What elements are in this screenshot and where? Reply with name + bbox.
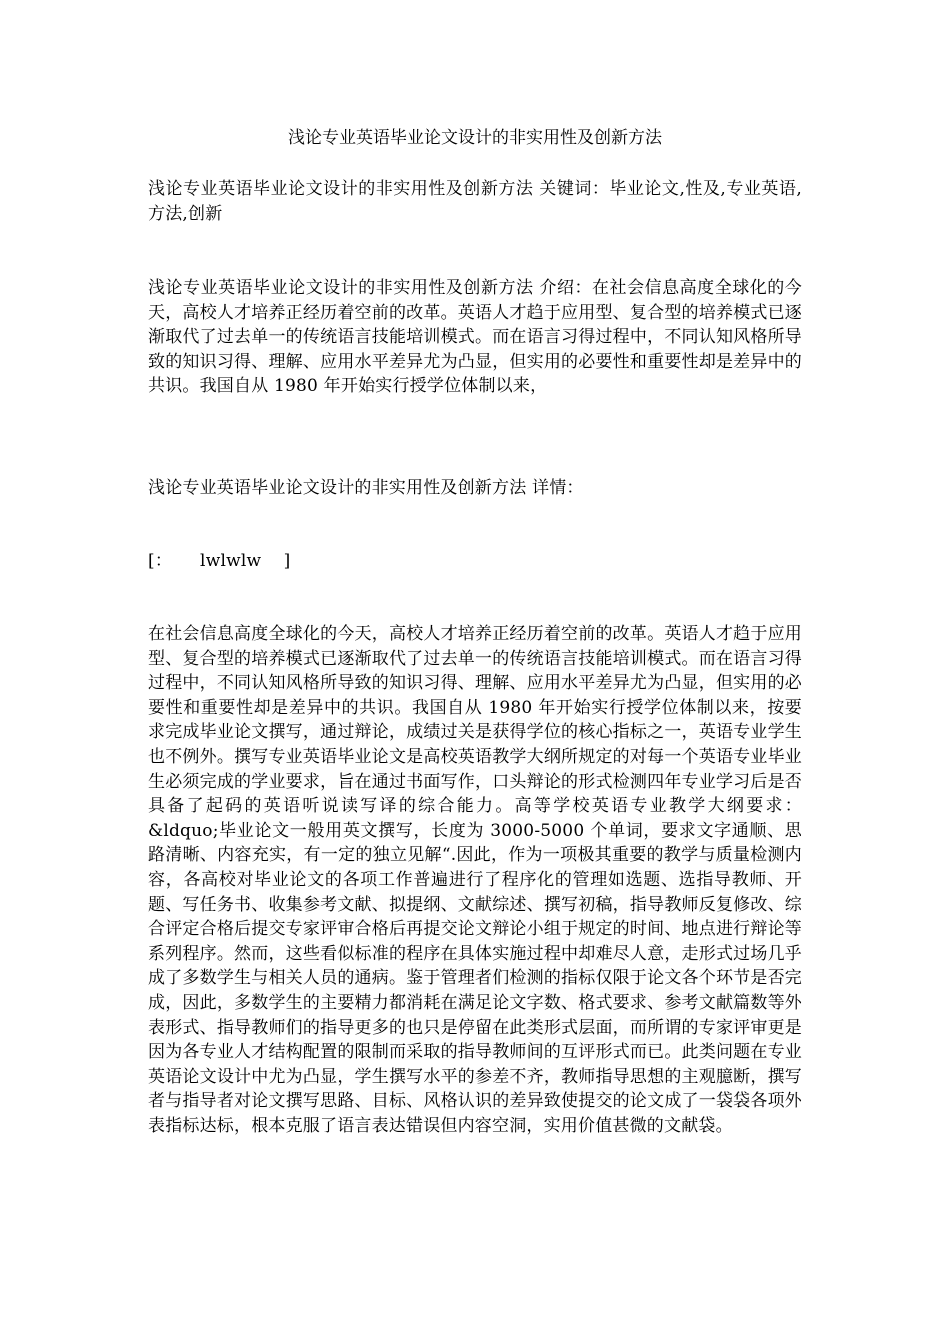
detail-heading: 浅论专业英语毕业论文设计的非实用性及创新方法 详情： [148, 478, 584, 498]
body-paragraph: 在社会信息高度全球化的今天，高校人才培养正经历着空前的改革。英语人才趋于应用型、复合型的培养模式已逐渐取代了过去单一的传统语言技能培训模式。而在语言习得过程中，不同认知风格所导致的知识习得、理解、应用水平差异尤为凸显，但实用的必要性和重要性却是差异中的共识。我国自从 1980 年开始实行授学位体制以来，按要求完成毕业论文撰写，通过辩论，成绩过关是获得学位的核心指标之一，英语专业学生也不例外。撰写专业英语毕业论文是高校英语教学大纲所规定的对每一个英语专业毕业生必须完成的学业要求，旨在通过书面写作，口头辩论的形式检测四年专业学习后是否具备了起码的英语听说读写译的综合能力。高等学校英语专业教学大纲要求：&ldquo;毕业论文一般用英文撰写，长度为 3000-5000 个单词，要求文字通顺、思路清晰、内容充实，有一定的独立见解“.因此，作为一项极其重要的教学与质量检测内容，各高校对毕业论文的各项工作普遍进行了程序化的管理如选题、选指导教师、开题、写任务书、收集参考文献、拟提纲、文献综述、撰写初稿，指导教师反复修改、综合评定合格后提交专家评审合格后再提交论文辩论小组于规定的时间、地点进行辩论等系列程序。然而，这些看似标准的程序在具体实施过程中却难尽人意，走形式过场几乎成了多数学生与相关人员的通病。鉴于管理者们检测的指标仅限于论文各个环节是否完成，因此，多数学生的主要精力都消耗在满足论文字数、格式要求、参考文献篇数等外表形式、指导教师们的指导更多的也只是停留在此类形式层面，而所谓的专家评审更是因为各专业人才结构配置的限制而采取的指导教师间的互评形式而已。此类问题在专业英语论文设计中尤为凸显，学生撰写水平的参差不齐，教师指导思想的主观臆断，撰写者与指导者对论文撰写思路、目标、风格认识的差异致使提交的论文成了一袋袋各项外表指标达标，根本克服了语言表达错误但内容空洞，实用价值甚微的文献袋。 [148, 624, 802, 1136]
bracket-line: [： lwlwlw ] [148, 551, 291, 571]
intro-paragraph: 浅论专业英语毕业论文设计的非实用性及创新方法 介绍：在社会信息高度全球化的今天，高校人才培养正经历着空前的改革。英语人才趋于应用型、复合型的培养模式已逐渐取代了过去单一的传统语言技能培训模式。而在语言习得过程中，不同认知风格所导致的知识习得、理解、应用水平差异尤为凸显，但实用的必要性和重要性却是差异中的共识。我国自从 1980 年开始实行授学位体制以来， [148, 278, 802, 396]
keywords-paragraph: 浅论专业英语毕业论文设计的非实用性及创新方法 关键词：毕业论文,性及,专业英语,方法,创新 [148, 179, 802, 224]
document-title: 浅论专业英语毕业论文设计的非实用性及创新方法 [288, 128, 662, 148]
